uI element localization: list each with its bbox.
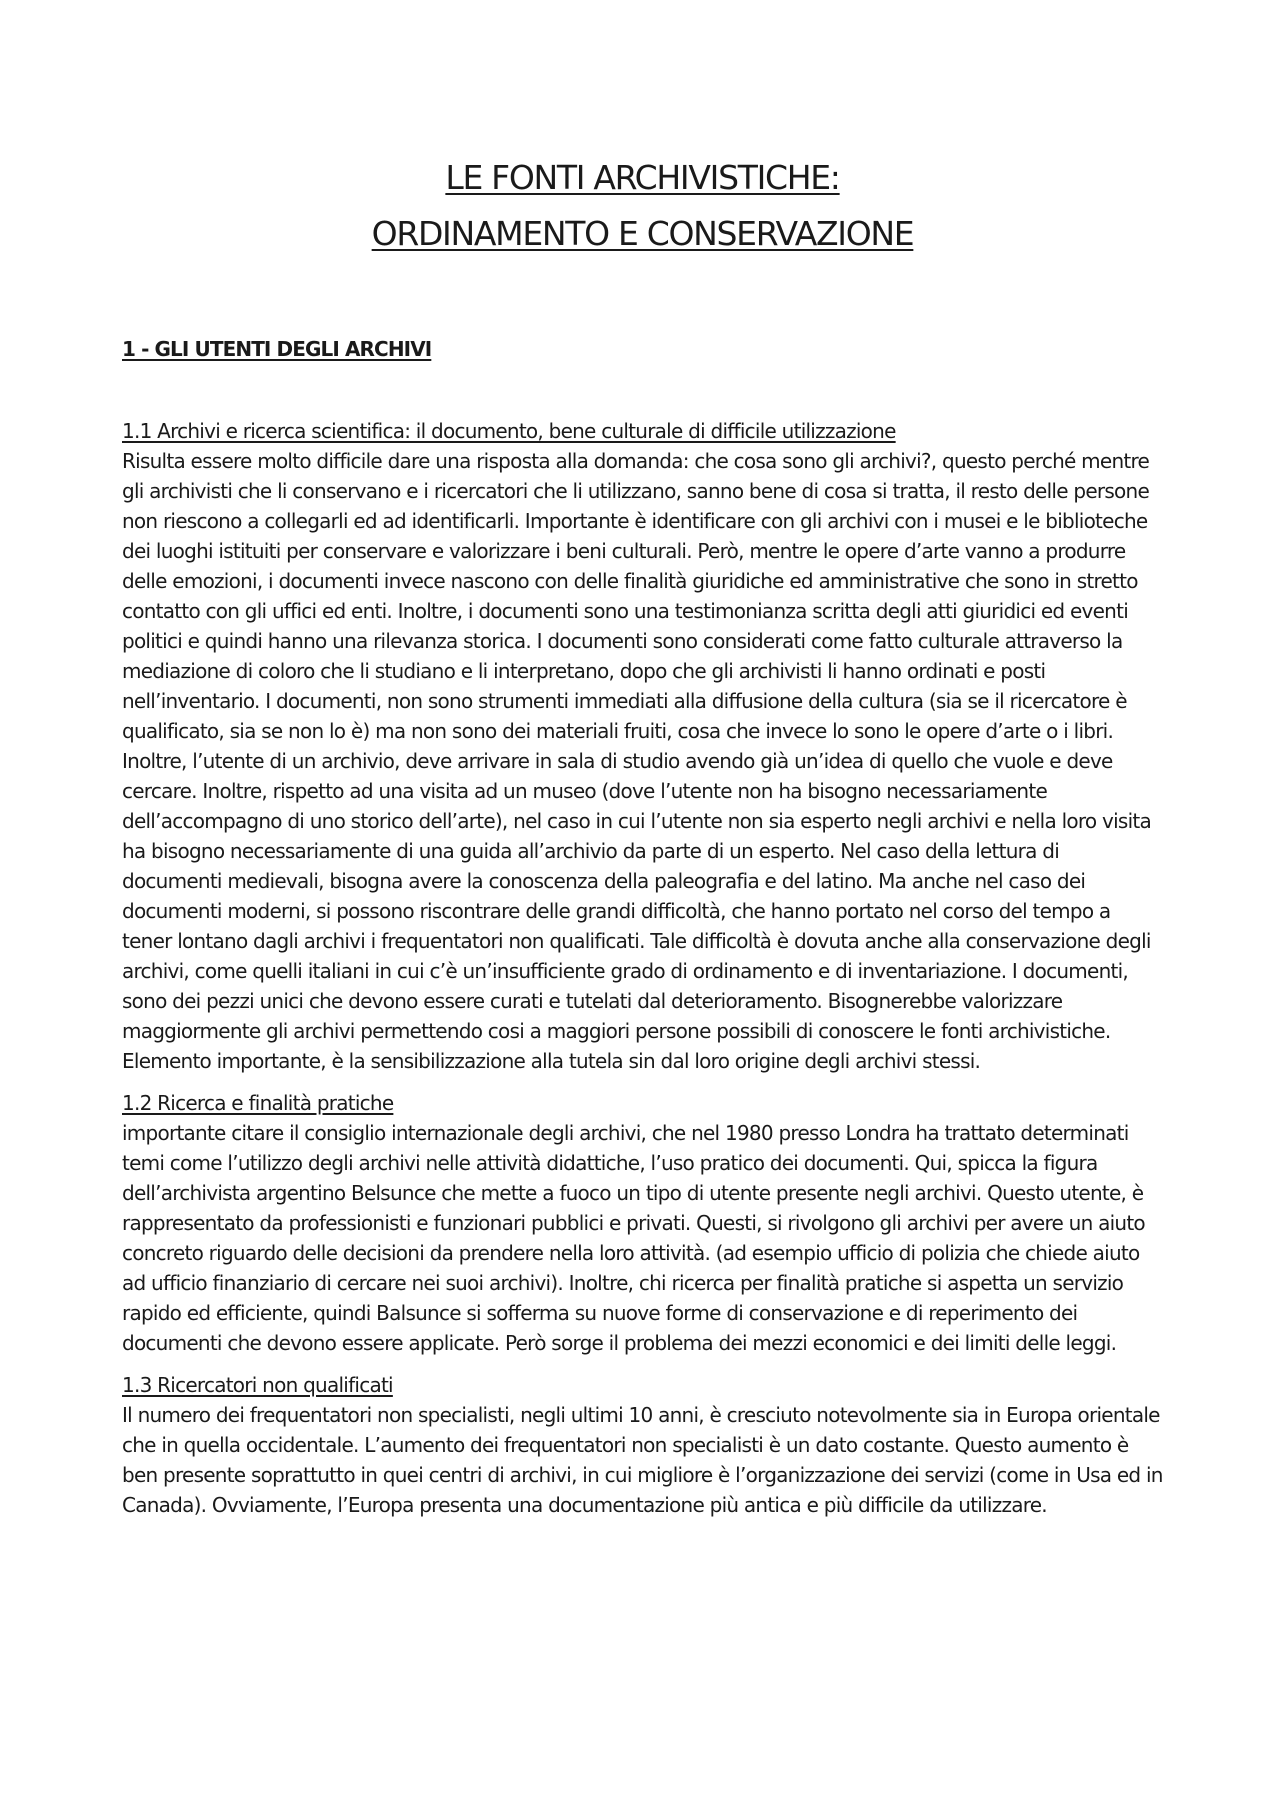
document-title (122, 150, 1163, 262)
section-paragraph: Risulta essere molto difficile dare una risposta alla domanda: che cosa sono gli archivi?, questo perché mentre gli archivisti che li conservano e i ricercatori che li utilizzano, sanno bene di cosa si tratta, il resto delle persone non riescono a collegarli ed ad identificarli. Importante è identificare con gli archivi con i musei e le biblioteche dei luoghi istituiti per conservare e valorizzare i beni culturali. Però, mentre le opere d’arte vanno a produrre delle emozioni, i documenti invece nascono con delle finalità giuridiche ed amministrative che sono in stretto contatto con gli uffici ed enti. Inoltre, i documenti sono una testimonianza scritta degli atti giuridici ed eventi politici e quindi hanno una rilevanza storica. I documenti sono considerati come fatto culturale attraverso la mediazione di coloro che li studiano e li interpretano, dopo che gli archivisti li hanno ordinati e posti nell’inventario. I documenti, non sono strumenti immediati alla diffusione della cultura (sia se il ricercatore è qualificato, sia se non lo è) ma non sono dei materiali fruiti, cosa che invece lo sono le opere d’arte o i libri. Inoltre, l’utente di un archivio, deve arrivare in sala di studio avendo già un’idea di quello che vuole e deve cercare. Inoltre, rispetto ad una visita ad un museo (dove l’utente non ha bisogno necessariamente dell’accompagno di uno storico dell’arte), nel caso in cui l’utente non sia esperto negli archivi e nella loro visita ha bisogno necessariamente di una guida all’archivio da parte di un esperto. Nel caso della lettura di documenti medievali, bisogna avere la conoscenza della paleografia e del latino. Ma anche nel caso dei documenti moderni, si possono riscontrare delle grandi difficoltà, che hanno portato nel corso del tempo a tener lontano dagli archivi i frequentatori non qualificati. Tale difficoltà è dovuta anche alla conservazione degli archivi, come quelli italiani in cui c’è un’insufficiente grado di ordinamento e di inventariazione. I documenti, sono dei pezzi unici che devono essere curati e tutelati dal deterioramento. Bisognerebbe valorizzare maggiormente gli archivi permettendo cosi a maggiori persone possibili di conoscere le fonti archivistiche. Elemento importante, è la sensibilizzazione alla tutela sin dal loro origine degli archivi stessi. (122, 449, 1151, 1073)
section-paragraph: importante citare il consiglio internazionale degli archivi, che nel 1980 presso Londra ha trattato determinati temi come l’utilizzo degli archivi nelle attività didattiche, l’uso pratico dei documenti. Qui, spicca la figura dell’archivista argentino Belsunce che mette a fuoco un tipo di utente presente negli archivi. Questo utente, è rappresentato da professionisti e funzionari pubblici e privati. Questi, si rivolgono gli archivi per avere un aiuto concreto riguardo delle decisioni da prendere nella loro attività. (ad esempio ufficio di polizia che chiede aiuto ad ufficio finanziario di cercare nei suoi archivi). Inoltre, chi ricerca per finalità pratiche si aspetta un servizio rapido ed efficiente, quindi Balsunce si sofferma su nuove forme di conservazione e di reperimento dei documenti che devono essere applicate. Però sorge il problema dei mezzi economici e dei limiti delle leggi. (122, 1121, 1145, 1355)
section-heading: 1.2 Ricerca e finalità pratiche (122, 1091, 394, 1115)
section-1-3 (122, 1370, 1163, 1520)
section-heading: 1.3 Ricercatori non qualificati (122, 1373, 393, 1397)
chapter-heading: 1 - GLI UTENTI DEGLI ARCHIVI (122, 337, 432, 361)
title-line-2: ORDINAMENTO E CONSERVAZIONE (371, 214, 914, 253)
title-line-1: LE FONTI ARCHIVISTICHE: (445, 158, 840, 197)
section-1-2 (122, 1088, 1163, 1358)
section-paragraph: Il numero dei frequentatori non specialisti, negli ultimi 10 anni, è cresciuto notevolmente sia in Europa orientale che in quella occidentale. L’aumento dei frequentatori non specialisti è un dato costante. Questo aumento è ben presente soprattutto in quei centri di archivi, in cui migliore è l’organizzazione dei servizi (come in Usa ed in Canada). Ovviamente, l’Europa presenta una documentazione più antica e più difficile da utilizzare. (122, 1403, 1163, 1517)
section-1-1 (122, 416, 1163, 1076)
section-heading: 1.1 Archivi e ricerca scientifica: il documento, bene culturale di difficile utilizzazione (122, 419, 896, 443)
